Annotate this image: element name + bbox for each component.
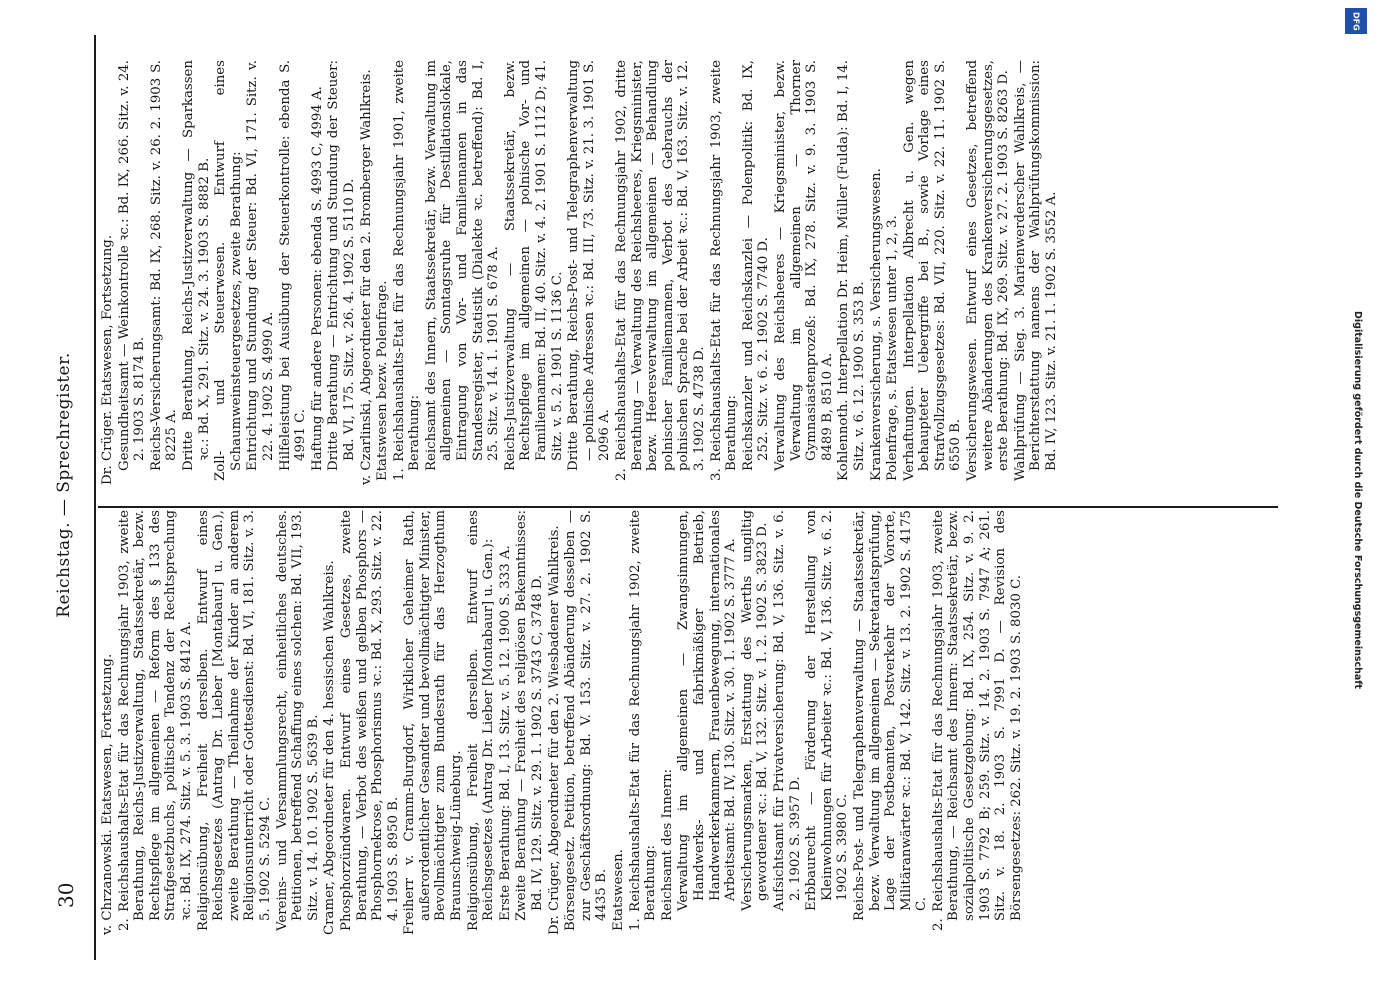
register-entry: Verwaltung des Reichsheeres — Kriegsminister, bezw. Verwaltung im allgemeinen — Thorner Gymnasiastenprozeß: Bd. IX, 278. Sitz. v. 9. 3. 1903 S. 8489 B, 8510 A. [772, 60, 835, 471]
register-entry: Etatswesen. [611, 849, 626, 931]
page-number: 30 [54, 882, 78, 908]
register-entry: Wahlprüfung — Sieg. 3. Marienwerderscher Wahlkreis, — Berichterstattung namens der Wahlprüfungskommission: Bd. IV, 123. Sitz. v. 21. 1. 1902 S. 3552 A. [1012, 60, 1060, 481]
register-entry: Religionsübung, Freiheit derselben. Entwurf eines Reichsgesetzes (Antrag Dr. Lieber [Montabaur] u. Gen.): [465, 510, 497, 931]
running-title: Reichstag. — Sprechregister. [54, 352, 74, 618]
register-entry: Aufsichtsamt für Privatversicherung: Bd. V, 136. Sitz. v. 6. 2. 1902 S. 3957 D. [771, 510, 803, 911]
register-entry: 2. Reichshaushalts-Etat für das Rechnungsjahr 1902, dritte Berathung — Verwaltung des Reichsheeres, Kriegsminister, bezw. Heeresverwaltung im allgemeinen — Behandlung polnischer Familiennamen, Verbot des Gebrauchs der polnischen Sprache bei der Arbeit ꝛc.: Bd. V, 163. Sitz. v. 12. 3. 1902 S. 4738 D. [614, 60, 707, 481]
register-entry: Haftung für andere Personen: ebenda S. 4993 C, 4994 A. [309, 86, 325, 471]
register-entry: Reichs-Versicherungsamt: Bd. IX, 268. Sitz. v. 26. 2. 1903 S. 8225 A. [148, 60, 180, 471]
register-entry: Erbbaurecht — Förderung der Herstellung von Kleinwohnungen für Arbeiter ꝛc.: Bd. V, 136. Sitz. v. 6. 2. 1902 S. 3980 C. [804, 510, 851, 911]
register-entry: Verhaftungen. Interpellation Albrecht u. Gen. wegen behaupteter Uebergriffe bei B., sowie Vorlage eines Strafvollzugsgesetzes: Bd. VII, 220. Sitz. v. 22. 11. 1902 S. 6550 B. [901, 60, 964, 481]
register-entry: Dr. Crüger, Abgeordneter für den 2. Wiesbadener Wahlkreis. [546, 525, 562, 935]
register-entry: Erste Berathung: Bd. I, 13. Sitz. v. 5. 12. 1900 S. 333 A. [497, 545, 513, 921]
register-entry: Reichsamt des Innern: [659, 768, 675, 921]
register-entry: Entrichtung und Stundung der Steuer: Bd. VI, 171. Sitz. v. 22. 4. 1902 S. 4990 A. [245, 60, 276, 471]
register-entry: 3. Reichshaushalts-Etat für das Rechnungsjahr 1903, zweite Berathung: [708, 60, 740, 481]
register-entry: v. Chrzanowski. Etatswesen, Fortsetzung. [100, 653, 115, 935]
page-header [50, 40, 90, 930]
register-entry: Börsengesetz. Petition, betreffend Abänderung desselben — zur Geschäftsordnung: Bd. V. 153. Sitz. v. 27. 2. 1902 S. 4435 B. [563, 510, 610, 931]
column-divider [98, 506, 1278, 508]
register-entry: Dritte Berathung, Reichs-Post- und Telegraphenverwaltung — polnische Adressen ꝛc.: Bd. III, 73. Sitz. v. 21. 3. 1901 S. 2096 A. [566, 60, 613, 471]
register-entry: Phosphorzündwaren. Entwurf eines Gesetzes, zweite Berathung, — Verbot des weißen und gelben Phosphors — Phosphornekrose, Phosphorismus ꝛc.: Bd. X, 293. Sitz. v. 22. 4. 1903 S. 8950 B. [338, 510, 401, 931]
register-entry: 2. Reichshaushalts-Etat für das Rechnungsjahr 1903, zweite Berathung, — Reichsamt des Innern: Staatssekretär, bezw. sozialpolitische Gesetzgebung: Bd. IX, 254. Sitz. v. 9. 2. 1903 S. 7792 B; 259. Sitz. v. 14. 2. 1903 S. 7947 A; 261. Sitz. v. 18. 2. 1903 S. 7991 D. — Revision des Börsengesetzes: 262. Sitz. v. 19. 2. 1903 S. 8030 C. [930, 510, 1024, 931]
register-entry: v. Czarlinski, Abgeordneter für den 2. Bromberger Wahlkreis. [358, 69, 374, 485]
register-entry: 1. Reichshaushalts-Etat für das Rechnungsjahr 1901, zweite Berathung: [391, 60, 423, 481]
register-entry: Dr. Crüger. Etatswesen, Fortsetzung. [100, 234, 115, 485]
right-column [100, 60, 1061, 485]
register-entry: Reichs-Justizverwaltung — Staatssekretär, bezw. Rechtspflege im allgemeinen — polnische Vor- und Familiennamen: Bd. II, 40. Sitz. v. 4. 2. 1901 S. 1112 D; 41. Sitz. v. 5. 2. 1901 S. 1136 C. [502, 60, 565, 471]
register-entry: Dritte Berathung, Reichs-Justizverwaltung — Sparkassen ꝛc.: Bd. X, 291. Sitz. v. 24. 3. 1903 S. 8882 B. [180, 60, 212, 471]
register-entry: Verwaltung im allgemeinen — Zwangsinnungen, Handwerks- und fabrikmäßiger Betrieb, Handwerkerkammern, Frauenbewegung, internationales Arbeitsamt: Bd. IV, 130. Sitz. v. 30. 1. 1902 S. 3777 A. [676, 510, 739, 911]
register-entry: Zweite Berathung — Freiheit des religiösen Bekenntnisses: Bd. IV, 129. Sitz. v. 29. 1. 1902 S. 3743 C, 3748 D. [514, 510, 546, 921]
register-entry: Kohlennoth. Interpellation Dr. Heim, Müller (Fulda): Bd. I, 14. Sitz. v. 6. 12. 1900 S. 353 B. [836, 60, 867, 481]
dfg-logo-icon: DFG [1345, 8, 1367, 34]
register-entry: 2. Reichshaushalts-Etat für das Rechnungsjahr 1903, zweite Berathung, Reichs-Justizverwaltung, Staatssekretär, bezw. Rechtspflege im allgemeinen — Reform des § 133 des Strafgesetzbuchs, politische Tendenz der Rechtsprechung ꝛc.: Bd. IX, 274. Sitz. v. 5. 3. 1903 S. 8412 A. [116, 510, 194, 931]
header-rule [94, 35, 96, 960]
register-entry: Religionsübung, Freiheit derselben. Entwurf eines Reichsgesetzes (Antrag Dr. Lieber [Montabaur] u. Gen.), zweite Berathung — Theilnahme der Kinder an anderem Religionsunterricht oder Gottesdienst: Bd. VI, 181. Sitz. v. 3. 5. 1902 S. 5294 C. [195, 510, 273, 931]
register-entry: 1. Reichshaushalts-Etat für das Rechnungsjahr 1902, zweite Berathung: [627, 510, 659, 931]
register-entry: Versicherungsmarken, Erstattung des Werths ungiltig gewordener ꝛc.: Bd. V, 132. Sitz. v. 1. 2. 1902 S. 3823 D. [739, 510, 771, 911]
register-entry: Polenfrage, s. Etatswesen unter 1, 2, 3. [885, 215, 901, 481]
digitization-note-text: Digitalisierung gefördert durch die Deutsche Forschungsgemeinschaft [1352, 311, 1363, 689]
register-entry: Krankenversicherung, s. Versicherungswesen. [868, 168, 884, 481]
left-column [100, 510, 1025, 935]
register-entry: Reichs-Post- und Telegraphenverwaltung — Staatssekretär, bezw. Verwaltung im allgemeinen — Sekretariatsprüfung, Lage der Postbeamten, Postverkehr der Vororte, Militäranwärter ꝛc.: Bd. V, 142. Sitz. v. 13. 2. 1902 S. 4175 C. [851, 510, 930, 921]
register-entry: Zoll- und Steuerwesen. Entwurf eines Schaumweinsteuergesetzes, zweite Berathung: [213, 60, 244, 481]
register-entry: Versicherungswesen. Entwurf eines Gesetzes, betreffend weitere Abänderungen des Krankenversicherungsgesetzes, erste Berathung: Bd. IX, 269. Sitz. v. 27. 2. 1903 S. 8263 D. [965, 60, 1012, 481]
register-entry: Freiherr v. Cramm-Burgdorf, Wirklicher Geheimer Rath, außerordentlicher Gesandter und bevollmächtigter Minister, Bevollmächtigter zum Bundesrath für das Herzogthum Braunschweig-Lüneburg. [402, 510, 465, 935]
digitization-note [1349, 20, 1363, 980]
register-entry: Gesundheitsamt — Weinkontrolle ꝛc.: Bd. IX, 266. Sitz. v. 24. 2. 1903 S. 8174 B. [116, 60, 148, 471]
register-entry: Etatswesen bezw. Polenfrage. [375, 280, 391, 481]
register-entry: Cramer, Abgeordneter für den 4. hessischen Wahlkreis. [322, 560, 338, 935]
register-entry: Reichskanzler und Reichskanzlei — Polenpolitik: Bd. IX, 252. Sitz. v. 6. 2. 1902 S. 7740 D. [740, 60, 772, 471]
register-entry: Reichsamt des Innern, Staatssekretär, bezw. Verwaltung im allgemeinen — Sonntagsruhe für Destillationslokale, Eintragung von Vor- und Familiennamen in das Standesregister, Statistik (Dialekte ꝛc. betreffend): Bd. I, 25. Sitz. v. 14. 1. 1901 S. 678 A. [423, 60, 502, 471]
register-entry: Hilfeleistung bei Ausübung der Steuerkontrolle: ebenda S. 4991 C. [277, 60, 309, 471]
register-entry: Dritte Berathung — Entrichtung und Stundung der Steuer: Bd. VI, 175. Sitz. v. 26. 4. 1902 S. 5110 D. [326, 60, 357, 471]
register-entry: Vereins- und Versammlungsrecht, einheitliches deutsches. Petitionen, betreffend Schaffung eines solchen: Bd. VII, 193. Sitz. v. 14. 10. 1902 S. 5639 B. [274, 510, 321, 931]
